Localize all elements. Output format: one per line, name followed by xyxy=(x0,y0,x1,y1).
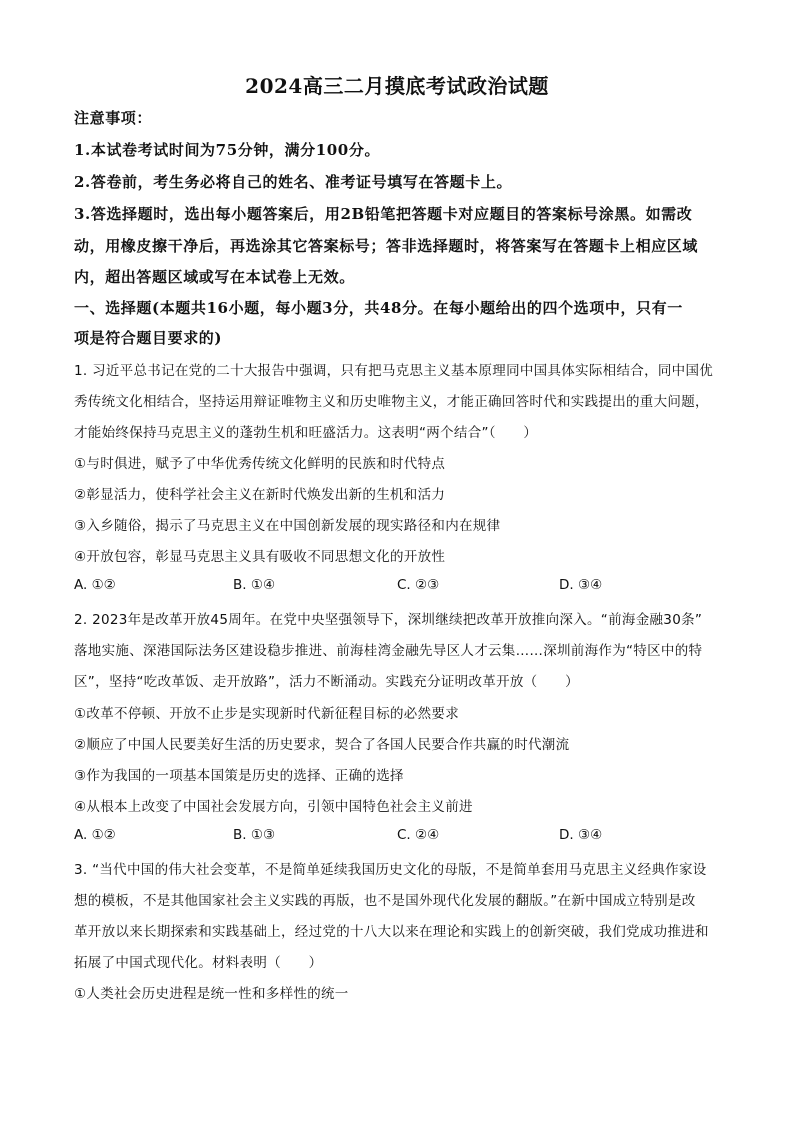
q2-stem-line-3: 区”，坚持“吃改革饭、走开放路”，活力不断涌动。实践充分证明改革开放（ ） xyxy=(74,674,579,690)
q1-option-a: A. ①② xyxy=(74,577,116,593)
q2-option-a: A. ①② xyxy=(74,827,116,843)
q2-option-b: B. ①③ xyxy=(233,827,276,843)
q1-statement-2: ②彰显活力，使科学社会主义在新时代焕发出新的生机和活力 xyxy=(74,487,446,503)
q2-option-c: C. ②④ xyxy=(397,827,440,843)
q2-stem-line-1: 2. 2023年是改革开放45周年。在党中央坚强领导下，深圳继续把改革开放推向深入。“前海金融30条” xyxy=(74,612,703,628)
notice-heading: 注意事项： xyxy=(74,109,153,127)
q1-stem-line-3: 才能始终保持马克思主义的蓬勃生机和旺盛活力。这表明“两个结合”（ ） xyxy=(74,425,538,441)
q3-stem-line-4: 拓展了中国式现代化。材料表明（ ） xyxy=(74,955,323,971)
notice-item-3-line-1: 3.答选择题时，选出每小题答案后，用2B铅笔把答题卡对应题目的答案标号涂黑。如需改 xyxy=(74,205,693,223)
q1-option-c: C. ②③ xyxy=(397,577,440,593)
q2-statement-1: ①改革不停顿、开放不止步是实现新时代新征程目标的必然要求 xyxy=(74,706,460,722)
section-heading-line-1: 一、选择题(本题共16小题，每小题3分，共48分。在每小题给出的四个选项中，只有一 xyxy=(74,299,683,317)
q2-statement-4: ④从根本上改变了中国社会发展方向，引领中国特色社会主义前进 xyxy=(74,799,473,815)
q1-stem-line-1: 1. 习近平总书记在党的二十大报告中强调，只有把马克思主义基本原理同中国具体实际相结合，同中国优 xyxy=(74,363,714,379)
q1-statement-1: ①与时俱进，赋予了中华优秀传统文化鲜明的民族和时代特点 xyxy=(74,456,446,472)
section-heading-line-2: 项是符合题目要求的) xyxy=(74,329,223,347)
q3-stem-line-3: 革开放以来长期探索和实践基础上，经过党的十八大以来在理论和实践上的创新突破，我们党成功推进和 xyxy=(74,924,709,940)
q1-option-b: B. ①④ xyxy=(233,577,276,593)
notice-item-3-line-2: 动，用橡皮擦干净后，再选涂其它答案标号；答非选择题时，将答案写在答题卡上相应区域 xyxy=(74,237,699,255)
q1-statement-3: ③入乡随俗，揭示了马克思主义在中国创新发展的现实路径和内在规律 xyxy=(74,518,501,534)
q3-statement-1: ①人类社会历史进程是统一性和多样性的统一 xyxy=(74,986,349,1002)
q2-option-d: D. ③④ xyxy=(559,827,603,843)
q1-statement-4: ④开放包容，彰显马克思主义具有吸收不同思想文化的开放性 xyxy=(74,549,446,565)
notice-item-1: 1.本试卷考试时间为75分钟，满分100分。 xyxy=(74,141,381,159)
q3-stem-line-1: 3. “当代中国的伟大社会变革，不是简单延续我国历史文化的母版，不是简单套用马克思主义经典作家设 xyxy=(74,862,707,878)
notice-item-3-line-3: 内，超出答题区域或写在本试卷上无效。 xyxy=(74,268,355,286)
notice-item-2: 2.答卷前，考生务必将自己的姓名、准考证号填写在答题卡上。 xyxy=(74,173,513,191)
q2-stem-line-2: 落地实施、深港国际法务区建设稳步推进、前海桂湾金融先导区人才云集……深圳前海作为“特区中的特 xyxy=(74,643,703,659)
q2-statement-3: ③作为我国的一项基本国策是历史的选择、正确的选择 xyxy=(74,768,404,784)
q1-option-d: D. ③④ xyxy=(559,577,603,593)
q1-stem-line-2: 秀传统文化相结合，坚持运用辩证唯物主义和历史唯物主义，才能正确回答时代和实践提出的重大问题， xyxy=(74,394,709,410)
q2-statement-2: ②顺应了中国人民要美好生活的历史要求，契合了各国人民要合作共赢的时代潮流 xyxy=(74,737,570,753)
q3-stem-line-2: 想的模板，不是其他国家社会主义实践的再版，也不是国外现代化发展的翻版。”在新中国成立特别是改 xyxy=(74,893,696,909)
page-title: 2024高三二月摸底考试政治试题 xyxy=(245,74,549,98)
